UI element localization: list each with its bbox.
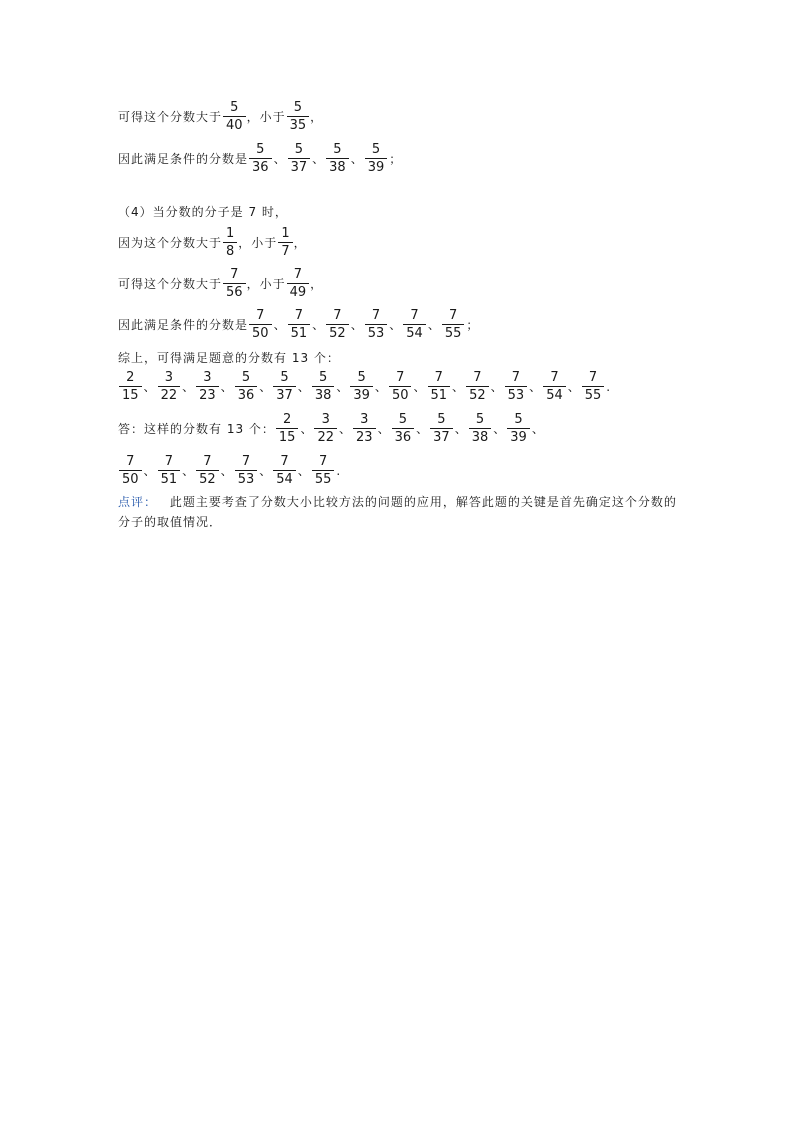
line-answer-continued — [118, 454, 341, 487]
fraction-numerator: 5 — [357, 370, 366, 385]
fraction-denominator: 37 — [288, 158, 311, 175]
fraction-denominator: 53 — [365, 324, 388, 341]
fraction-denominator: 15 — [119, 386, 142, 403]
fraction — [273, 454, 296, 487]
fraction-numerator: 7 — [318, 454, 328, 469]
line-answer-7 — [118, 308, 479, 341]
fraction — [276, 412, 299, 445]
separator: 、 — [336, 380, 349, 394]
fraction — [158, 454, 181, 487]
fraction — [326, 142, 349, 175]
fraction — [196, 454, 219, 487]
fraction — [505, 370, 528, 403]
fraction-denominator: 39 — [350, 386, 373, 403]
fraction — [353, 412, 376, 445]
separator: 、 — [389, 318, 402, 332]
fraction — [235, 454, 258, 487]
separator: 、 — [143, 380, 156, 394]
line-range-7 — [118, 267, 323, 300]
fraction-list — [248, 308, 479, 341]
fraction-numerator: 5 — [398, 412, 407, 427]
fraction — [428, 370, 451, 403]
fraction-numerator: 2 — [283, 412, 292, 427]
separator: 、 — [416, 422, 429, 436]
separator: . — [606, 379, 611, 394]
separator: 、 — [182, 380, 195, 394]
fraction — [365, 308, 388, 341]
fraction-denominator: 55 — [442, 324, 465, 341]
fraction-numerator: 7 — [294, 308, 303, 323]
fraction — [582, 370, 605, 403]
fraction-list — [118, 370, 611, 403]
fraction-denominator: 53 — [235, 470, 258, 487]
fraction-denominator: 50 — [119, 470, 142, 487]
separator: 、 — [490, 380, 503, 394]
separator: 、 — [350, 318, 363, 332]
line-text: （4）当分数的分子是 7 时， — [118, 205, 288, 219]
separator: 、 — [312, 152, 325, 166]
fraction — [507, 412, 530, 445]
fraction — [326, 308, 349, 341]
line-range-1 — [118, 226, 307, 259]
fraction — [119, 370, 142, 403]
separator: 、 — [531, 422, 544, 436]
line-all-fractions — [118, 370, 611, 403]
separator: ； — [466, 318, 479, 332]
fraction — [249, 308, 272, 341]
separator: 、 — [350, 152, 363, 166]
fraction: $\frac{5}{35}$ — [287, 100, 310, 133]
line-answer — [118, 412, 545, 445]
fraction-numerator: 3 — [164, 370, 173, 385]
line-text: 答：这样的分数有 13 个： — [118, 422, 275, 436]
fraction: $\frac{1}{7}$ — [278, 226, 292, 259]
separator: 、 — [220, 380, 233, 394]
fraction-denominator: 38 — [312, 386, 335, 403]
fraction-denominator: 39 — [507, 428, 530, 445]
fraction — [312, 370, 335, 403]
fraction-denominator: 36 — [235, 386, 258, 403]
separator: 、 — [312, 318, 325, 332]
separator: 、 — [259, 380, 272, 394]
comment-paragraph — [118, 492, 678, 532]
separator: . — [336, 463, 341, 478]
separator: 、 — [529, 380, 542, 394]
fraction-numerator: 7 — [396, 370, 405, 385]
fraction — [288, 308, 311, 341]
fraction-denominator: 52 — [326, 324, 349, 341]
fraction-denominator: 51 — [158, 470, 181, 487]
fraction-denominator: 53 — [505, 386, 528, 403]
separator: 、 — [567, 380, 580, 394]
separator: 、 — [300, 422, 313, 436]
separator: 、 — [452, 380, 465, 394]
fraction — [403, 308, 426, 341]
fraction-numerator: 5 — [371, 142, 381, 157]
fraction — [442, 308, 465, 341]
fraction-numerator: 5 — [333, 142, 342, 157]
fraction: $\frac{7}{56}$ — [223, 267, 246, 300]
fraction-denominator: 55 — [312, 470, 335, 487]
fraction-numerator: 5 — [241, 370, 251, 385]
separator: 、 — [297, 380, 310, 394]
comment-text: 此题主要考查了分数大小比较方法的问题的应用，解答此题的关键是首先确定这个分数的分子的取值情况． — [118, 495, 677, 529]
separator: 、 — [259, 464, 272, 478]
fraction — [288, 142, 311, 175]
fraction-denominator: 54 — [273, 470, 296, 487]
fraction-numerator: 3 — [360, 412, 369, 427]
fraction: $\frac{7}{49}$ — [287, 267, 310, 300]
fraction-numerator: 7 — [256, 308, 265, 323]
fraction — [196, 370, 219, 403]
fraction-denominator: 36 — [392, 428, 415, 445]
line-text: 因此满足条件的分数是 — [118, 152, 249, 166]
fraction-denominator: 15 — [276, 428, 299, 445]
separator: 、 — [297, 464, 310, 478]
fraction-numerator: 7 — [473, 370, 482, 385]
fraction-denominator: 54 — [543, 386, 566, 403]
fraction-denominator: 36 — [249, 158, 272, 175]
separator: 、 — [339, 422, 352, 436]
line-text: 综上，可得满足题意的分数有 13 个： — [118, 351, 340, 365]
line-text: ，小于 — [246, 277, 286, 291]
fraction-denominator: 22 — [158, 386, 181, 403]
fraction-numerator: 5 — [475, 412, 485, 427]
fraction: $\frac{1}{8}$ — [223, 226, 237, 259]
fraction-numerator: 7 — [164, 454, 173, 469]
line-text: ， — [310, 110, 324, 124]
separator: 、 — [427, 318, 440, 332]
line-text: ， — [310, 277, 324, 291]
fraction-denominator: 23 — [196, 386, 219, 403]
separator: 、 — [377, 422, 390, 436]
fraction-numerator: 7 — [126, 454, 135, 469]
fraction-numerator: 5 — [256, 142, 265, 157]
fraction — [466, 370, 489, 403]
fraction — [158, 370, 181, 403]
fraction — [389, 370, 412, 403]
separator: 、 — [454, 422, 467, 436]
fraction-numerator: 3 — [203, 370, 212, 385]
fraction-denominator: 50 — [249, 324, 272, 341]
summary-heading — [118, 349, 340, 366]
line-range-5 — [118, 100, 323, 133]
fraction-denominator: 37 — [273, 386, 296, 403]
fraction — [119, 454, 142, 487]
separator: 、 — [273, 152, 286, 166]
fraction: $\frac{5}{40}$ — [223, 100, 246, 133]
fraction-numerator: 7 — [511, 370, 521, 385]
fraction-numerator: 7 — [550, 370, 559, 385]
separator: ； — [389, 152, 402, 166]
fraction-numerator: 5 — [437, 412, 446, 427]
separator: 、 — [182, 464, 195, 478]
fraction-numerator: 5 — [514, 412, 523, 427]
fraction-numerator: 7 — [371, 308, 381, 323]
fraction-denominator: 54 — [403, 324, 426, 341]
fraction-denominator: 38 — [469, 428, 492, 445]
fraction-numerator: 2 — [126, 370, 135, 385]
fraction-denominator: 51 — [288, 324, 311, 341]
fraction — [314, 412, 337, 445]
fraction-numerator: 7 — [333, 308, 342, 323]
fraction-denominator: 50 — [389, 386, 412, 403]
fraction-denominator: 55 — [582, 386, 605, 403]
fraction-numerator: 7 — [410, 308, 419, 323]
separator: 、 — [413, 380, 426, 394]
separator: 、 — [273, 318, 286, 332]
fraction-denominator: 52 — [466, 386, 489, 403]
fraction — [430, 412, 453, 445]
case-4-heading — [118, 203, 288, 220]
line-text: ， — [293, 236, 307, 250]
fraction-list — [248, 142, 402, 175]
fraction-numerator: 7 — [280, 454, 289, 469]
line-answer-5 — [118, 142, 402, 175]
fraction-numerator: 5 — [280, 370, 289, 385]
fraction-denominator: 23 — [353, 428, 376, 445]
fraction-numerator: 3 — [321, 412, 330, 427]
fraction — [312, 454, 335, 487]
separator: 、 — [374, 380, 387, 394]
separator: 、 — [143, 464, 156, 478]
fraction-numerator: 7 — [434, 370, 443, 385]
line-text: ，小于 — [238, 236, 278, 250]
fraction-denominator: 39 — [365, 158, 388, 175]
fraction — [543, 370, 566, 403]
fraction — [235, 370, 258, 403]
fraction — [365, 142, 388, 175]
line-text: 可得这个分数大于 — [118, 277, 223, 291]
fraction-denominator: 22 — [314, 428, 337, 445]
fraction — [392, 412, 415, 445]
fraction-numerator: 5 — [318, 370, 328, 385]
fraction-numerator: 7 — [588, 370, 598, 385]
fraction-numerator: 7 — [203, 454, 212, 469]
fraction-numerator: 7 — [448, 308, 458, 323]
fraction — [249, 142, 272, 175]
fraction-numerator: 5 — [294, 142, 303, 157]
fraction — [469, 412, 492, 445]
fraction-denominator: 51 — [428, 386, 451, 403]
comment-label: 点评： — [118, 495, 158, 509]
fraction-denominator: 37 — [430, 428, 453, 445]
separator: 、 — [493, 422, 506, 436]
separator: 、 — [220, 464, 233, 478]
fraction-denominator: 52 — [196, 470, 219, 487]
fraction-numerator: 7 — [241, 454, 251, 469]
line-text: 因此满足条件的分数是 — [118, 318, 249, 332]
fraction-denominator: 38 — [326, 158, 349, 175]
fraction-list — [118, 454, 341, 487]
line-text: 因为这个分数大于 — [118, 236, 223, 250]
fraction-list — [275, 412, 545, 445]
line-text: 可得这个分数大于 — [118, 110, 223, 124]
fraction — [350, 370, 373, 403]
line-text: ，小于 — [246, 110, 286, 124]
fraction — [273, 370, 296, 403]
